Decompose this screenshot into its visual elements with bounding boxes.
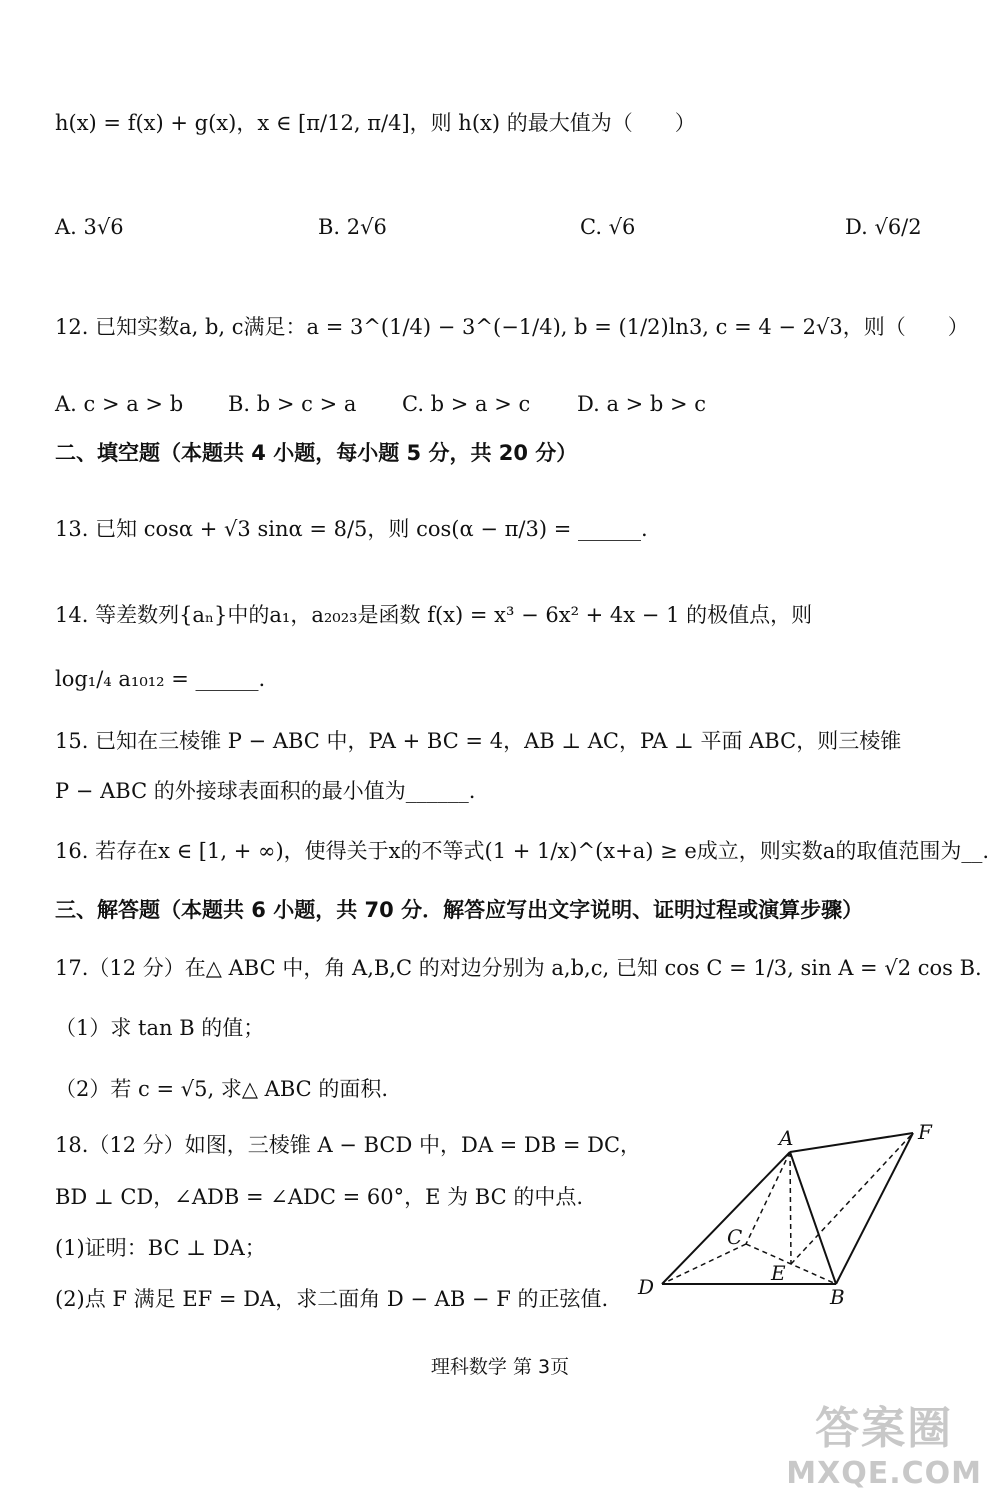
q18-line-2: BD ⊥ CD，∠ADB = ∠ADC = 60°，E 为 BC 的中点. [55,1185,584,1209]
q15-line-1: 15. 已知在三棱锥 P − ABC 中，PA + BC = 4，AB ⊥ AC，PA ⊥ 平面 ABC，则三棱锥 [55,729,902,753]
q15-line-2: P − ABC 的外接球表面积的最小值为______. [55,779,476,803]
label-E: E [771,1261,786,1285]
edge-AB [790,1152,836,1284]
q18-line-1: 18.（12 分）如图，三棱锥 A − BCD 中，DA = DB = DC， [55,1133,642,1157]
label-F: F [918,1120,932,1144]
page-footer: 理科数学 第 3页 [430,1356,570,1378]
label-B: B [830,1285,845,1309]
q11-option-c: C. √6 [580,215,636,239]
q12-stem: 12. 已知实数a, b, c满足：a = 3^(1/4) − 3^(−1/4), b = (1/2)ln3, c = 4 − 2√3，则（ ） [55,315,969,339]
q17-stem: 17.（12 分）在△ ABC 中，角 A,B,C 的对边分别为 a,b,c, 已知 cos C = 1/3, sin A = √2 cos B. [55,956,982,980]
q11-option-d: D. √6/2 [845,215,922,239]
q18-part-1: (1)证明：BC ⊥ DA； [55,1236,266,1260]
segment-EF-hidden [791,1133,913,1264]
q14-line-1: 14. 等差数列{aₙ}中的a₁，a₂₀₂₃是函数 f(x) = x³ − 6x² + 4x − 1 的极值点，则 [55,603,813,627]
label-A: A [779,1126,794,1150]
q12-option-b: B. b > c > a [228,392,357,416]
section-3-heading: 三、解答题（本题共 6 小题，共 70 分．解答应写出文字说明、证明过程或演算步骤） [55,898,864,922]
q17-part-1: （1）求 tan B 的值； [55,1016,265,1040]
q11-stem: h(x) = f(x) + g(x)，x ∈ [π/12, π/4]，则 h(x) 的最大值为（ ） [55,111,696,135]
q12-option-c: C. b > a > c [402,392,531,416]
q12-option-a: A. c > a > b [55,392,184,416]
edge-FB [836,1133,913,1284]
q11-option-b: B. 2√6 [318,215,387,239]
segment-AE-hidden [790,1152,791,1264]
q11-option-a: A. 3√6 [55,215,124,239]
q12-option-d: D. a > b > c [577,392,707,416]
label-C: C [727,1225,743,1249]
watermark-logo [786,1392,982,1491]
edge-CD-hidden [662,1244,746,1284]
q16: 16. 若存在x ∈ [1, + ∞)，使得关于x的不等式(1 + 1/x)^(x+a) ≥ e成立，则实数a的取值范围为__. [55,839,989,863]
watermark-bottom: MXQE.COM [786,1456,982,1491]
section-2-heading: 二、填空题（本题共 4 小题，每小题 5 分，共 20 分） [55,441,578,465]
pyramid-figure [630,1115,950,1315]
q17-part-2: （2）若 c = √5, 求△ ABC 的面积. [55,1077,389,1101]
q14-line-2: log₁/₄ a₁₀₁₂ = ______. [55,667,266,691]
edge-AC-hidden [746,1152,790,1244]
watermark-top: 答案圈 [815,1403,954,1454]
label-D: D [638,1275,655,1299]
q13: 13. 已知 cosα + √3 sinα = 8/5，则 cos(α − π/3) = ______. [55,517,648,541]
edge-AF [790,1133,913,1152]
q18-part-2: (2)点 F 满足 EF = DA，求二面角 D − AB − F 的正弦值. [55,1287,609,1311]
